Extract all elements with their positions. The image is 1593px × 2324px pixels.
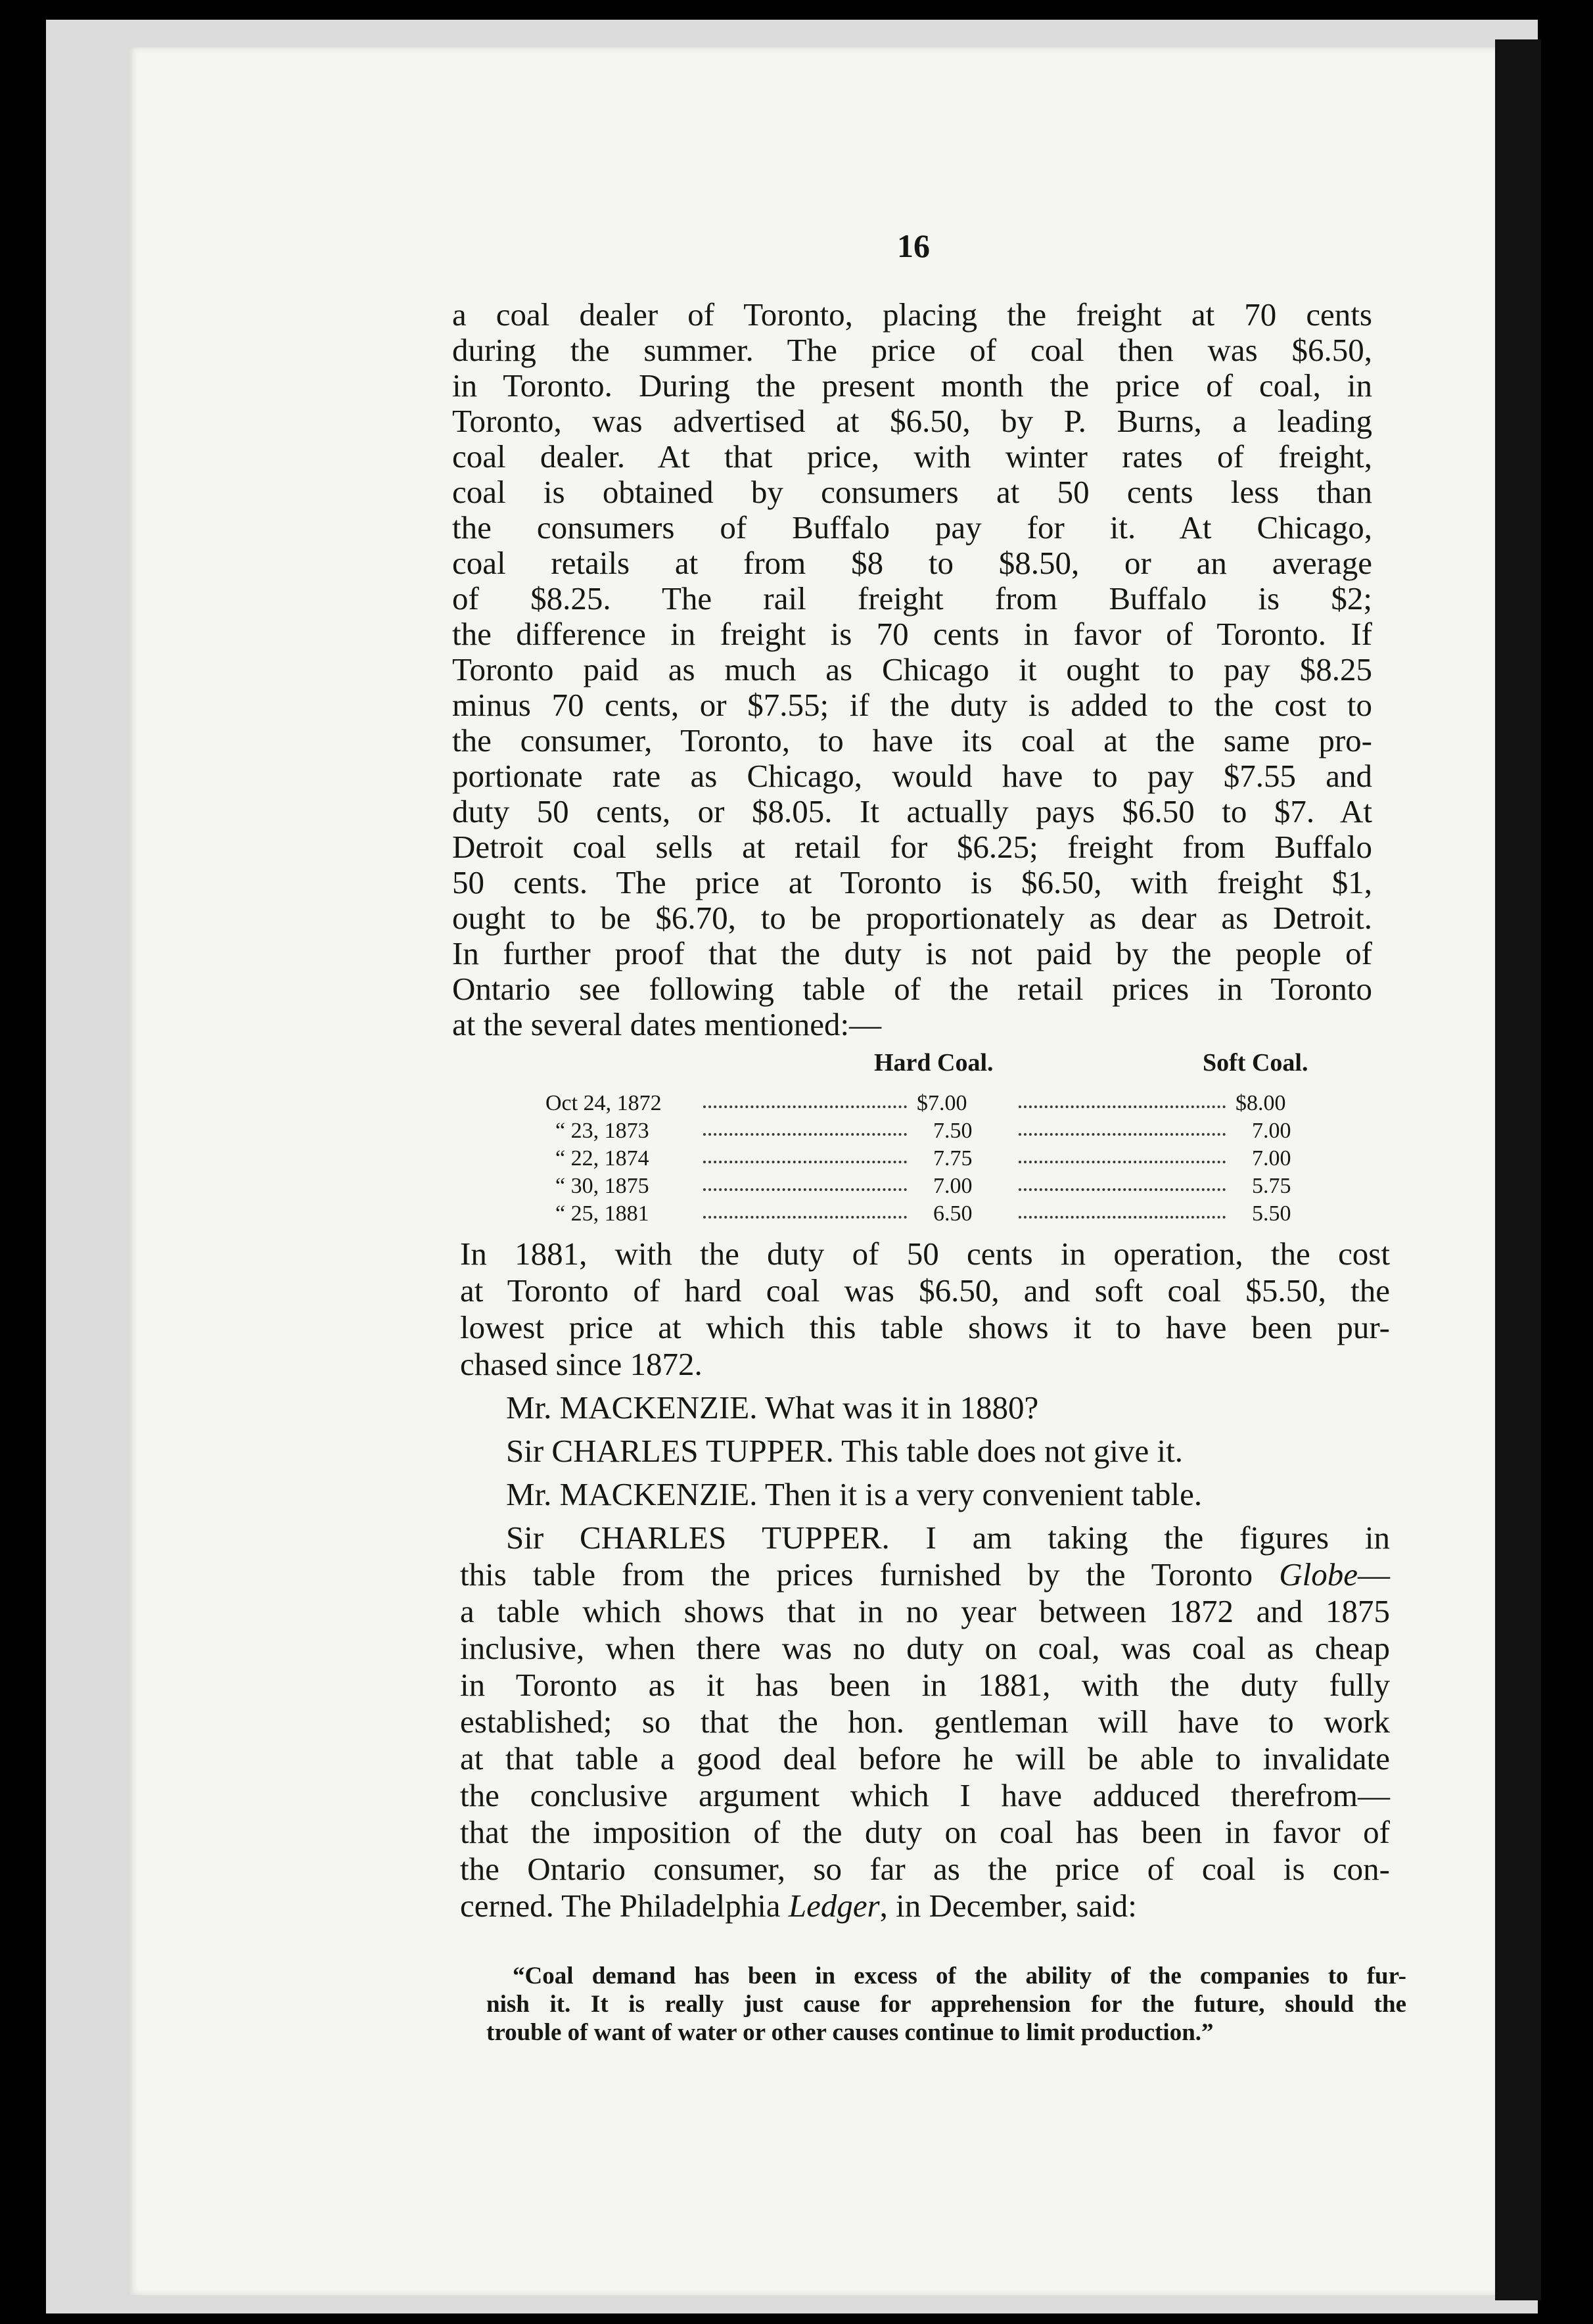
text-line: during the summer. The price of coal then was $6.50, xyxy=(452,332,1372,368)
text-line: this table from the prices furnished by the Toronto Globe— xyxy=(460,1556,1390,1592)
text-line: in Toronto as it has been in 1881, with the duty fully xyxy=(460,1667,1390,1703)
row-soft-coal-price: $8.00 xyxy=(1235,1091,1286,1115)
table-row xyxy=(545,1146,1334,1173)
text-line: coal dealer. At that price, with winter rates of freight, xyxy=(452,438,1372,475)
text-line: at that table a good deal before he will be able to invalidate xyxy=(460,1740,1390,1777)
text-line: coal retails at from $8 to $8.50, or an average xyxy=(452,545,1372,581)
body-text-lower xyxy=(460,1236,1390,1924)
text-line: in Toronto. During the present month the price of coal, in xyxy=(452,367,1372,404)
text-line: inclusive, when there was no duty on coal, was coal as cheap xyxy=(460,1630,1390,1666)
row-date: “ 23, 1873 xyxy=(555,1119,649,1143)
text-line: established; so that the hon. gentleman will have to work xyxy=(460,1704,1390,1740)
row-hard-coal-price: 7.50 xyxy=(933,1119,973,1143)
text-line: the Ontario consumer, so far as the price of coal is con- xyxy=(460,1851,1390,1887)
row-hard-coal-price: 6.50 xyxy=(933,1201,973,1226)
leader-dots xyxy=(1019,1105,1226,1108)
text-line: ought to be $6.70, to be proportionately as dear as Detroit. xyxy=(452,900,1372,936)
row-soft-coal-price: 7.00 xyxy=(1252,1119,1291,1143)
text-line: of $8.25. The rail freight from Buffalo is $2; xyxy=(452,580,1372,616)
text-line: the consumers of Buffalo pay for it. At Chicago, xyxy=(452,509,1372,546)
text-line: coal is obtained by consumers at 50 cents less than xyxy=(452,474,1372,510)
text-line: Sir CHARLES TUPPER. I am taking the figures in xyxy=(506,1520,1390,1556)
dialogue-line: Sir CHARLES TUPPER. This table does not give it. xyxy=(506,1433,1183,1469)
text-line: In further proof that the duty is not paid by the people of xyxy=(452,935,1372,971)
text-line: at Toronto of hard coal was $6.50, and soft coal $5.50, the xyxy=(460,1272,1390,1309)
leader-dots xyxy=(703,1216,907,1219)
block-quote xyxy=(486,1962,1406,2047)
text-line: minus 70 cents, or $7.55; if the duty is added to the cost to xyxy=(452,687,1372,723)
row-date: “ 30, 1875 xyxy=(555,1174,649,1198)
row-date: Oct 24, 1872 xyxy=(545,1091,662,1115)
row-hard-coal-price: $7.00 xyxy=(917,1091,967,1115)
text-line: chased since 1872. xyxy=(460,1346,703,1382)
table-row xyxy=(545,1091,1334,1117)
text-line: cerned. The Philadelphia Ledger, in December, said: xyxy=(460,1888,1137,1924)
leader-dots xyxy=(1019,1133,1226,1136)
globe-title: Globe xyxy=(1279,1556,1358,1592)
row-soft-coal-price: 7.00 xyxy=(1252,1146,1291,1171)
leader-dots xyxy=(703,1105,907,1108)
row-soft-coal-price: 5.75 xyxy=(1252,1174,1291,1198)
leader-dots xyxy=(1019,1188,1226,1191)
leader-dots xyxy=(703,1161,907,1163)
table-row xyxy=(545,1201,1334,1228)
text-line: that the imposition of the duty on coal has been in favor of xyxy=(460,1814,1390,1850)
leader-dots xyxy=(1019,1216,1226,1219)
text-line: the conclusive argument which I have adduced therefrom— xyxy=(460,1777,1390,1813)
text-line: portionate rate as Chicago, would have to pay $7.55 and xyxy=(452,758,1372,794)
row-soft-coal-price: 5.50 xyxy=(1252,1201,1291,1226)
quote-line: nish it. It is really just cause for apprehension for the future, should the xyxy=(486,1991,1406,2018)
dialogue-line: Mr. MACKENZIE. What was it in 1880? xyxy=(506,1389,1039,1426)
leader-dots xyxy=(1019,1161,1226,1163)
leader-dots xyxy=(703,1188,907,1191)
quote-line: trouble of want of water or other causes continue to limit production.” xyxy=(486,2019,1214,2046)
table-header-soft-coal: Soft Coal. xyxy=(1203,1049,1308,1077)
paragraph-1 xyxy=(452,297,1372,1042)
text-line: In 1881, with the duty of 50 cents in operation, the cost xyxy=(460,1236,1390,1272)
page-shadow-strip xyxy=(1495,39,1541,2300)
text-line: lowest price at which this table shows it to have been pur- xyxy=(460,1309,1390,1345)
table-row xyxy=(545,1174,1334,1200)
row-date: “ 25, 1881 xyxy=(555,1201,649,1226)
text-line: Toronto, was advertised at $6.50, by P. Burns, a leading xyxy=(452,403,1372,439)
ledger-title: Ledger xyxy=(788,1888,880,1924)
table-row xyxy=(545,1119,1334,1145)
text-line: 50 cents. The price at Toronto is $6.50, with freight $1, xyxy=(452,864,1372,900)
page-number: 16 xyxy=(897,227,930,264)
text-line: Toronto paid as much as Chicago it ought to pay $8.25 xyxy=(452,651,1372,687)
text-line: Ontario see following table of the retail prices in Toronto xyxy=(452,971,1372,1007)
text-line: a table which shows that in no year between 1872 and 1875 xyxy=(460,1593,1390,1629)
quote-line: “Coal demand has been in excess of the ability of the companies to fur- xyxy=(513,1963,1406,1989)
row-date: “ 22, 1874 xyxy=(555,1146,649,1171)
text-line: duty 50 cents, or $8.05. It actually pays $6.50 to $7. At xyxy=(452,793,1372,829)
row-hard-coal-price: 7.00 xyxy=(933,1174,973,1198)
row-hard-coal-price: 7.75 xyxy=(933,1146,973,1171)
text-line: the difference in freight is 70 cents in favor of Toronto. If xyxy=(452,616,1372,652)
text-line: Detroit coal sells at retail for $6.25; freight from Buffalo xyxy=(452,829,1372,865)
table-header-hard-coal: Hard Coal. xyxy=(874,1049,994,1077)
text-line: the consumer, Toronto, to have its coal at the same pro- xyxy=(452,722,1372,758)
text-line: at the several dates mentioned:— xyxy=(452,1006,882,1042)
dialogue-line: Mr. MACKENZIE. Then it is a very convenient table. xyxy=(506,1476,1203,1512)
text-line: a coal dealer of Toronto, placing the freight at 70 cents xyxy=(452,296,1372,333)
leader-dots xyxy=(703,1133,907,1136)
